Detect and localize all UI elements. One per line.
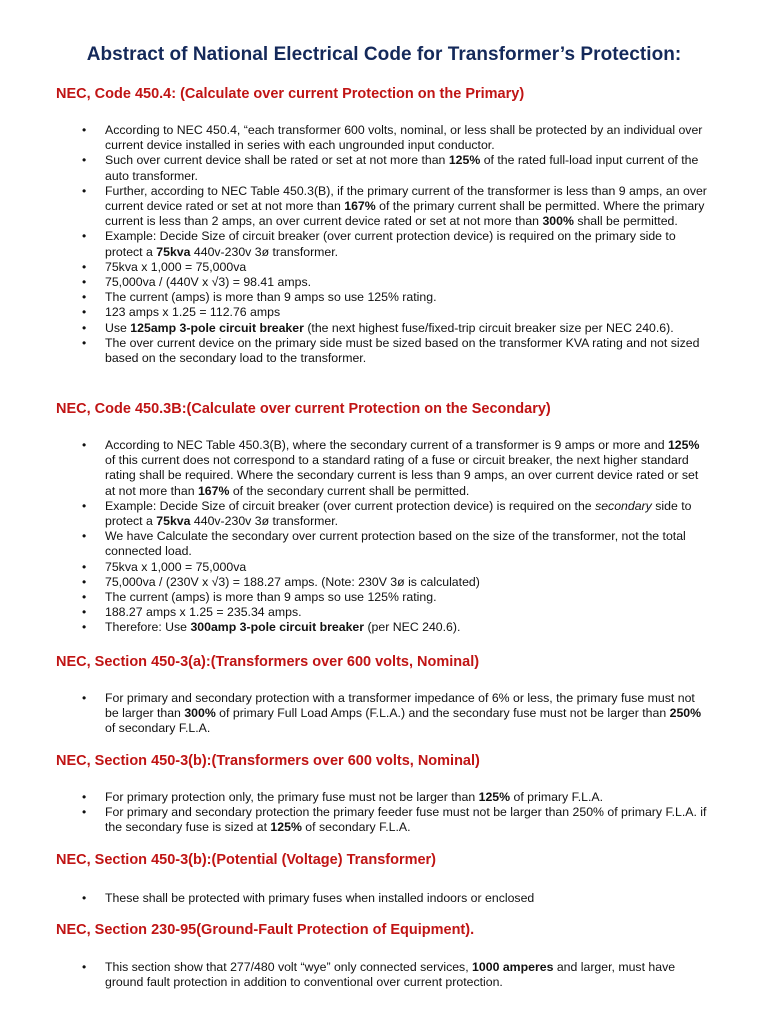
text-run: of this current does not correspond to a standard rating of a fuse or circuit breaker, the next higher standard rating shall be required. Where the secondary current is less than 9 amps, an over current device rated or set at not more than [105, 453, 699, 498]
bullet-icon: • [82, 153, 87, 168]
bold-text: 1000 amperes [472, 960, 554, 974]
text-run: 75,000va / (230V x √3) = 188.27 amps. (Note: 230V 3ø is calculated) [105, 574, 480, 589]
text-run: Such over current device shall be rated or set at not more than [105, 153, 449, 168]
bold-text: 300% [542, 214, 574, 229]
text-run: The over current device on the primary side must be sized based on the transformer KVA rating and not sized based on the secondary load to the transformer. [105, 335, 700, 366]
text-run: According to NEC Table 450.3(B), where the secondary current of a transformer is 9 amps or more and [105, 438, 668, 452]
text-run: of the rated full-load input current of the auto transformer. [105, 153, 699, 183]
bold-text: 125% [270, 820, 302, 835]
bold-text: 75kva [156, 514, 191, 529]
text-run: side to protect a [105, 498, 692, 529]
text-run: of secondary F.L.A. [105, 721, 211, 736]
text-run: Further, according to NEC Table 450.3(B), if the primary current of the transformer is less than 9 amps, an over current device rated or set at not more than [105, 183, 707, 214]
bullet-icon: • [82, 335, 87, 350]
text-run: shall be permitted. [573, 214, 678, 229]
bold-text: 167% [344, 199, 376, 214]
bullet-icon: • [82, 574, 87, 589]
bullet-icon: • [82, 275, 87, 290]
list-item [0, 691, 768, 737]
list-item [0, 891, 768, 906]
text-run: The current (amps) is more than 9 amps so use 125% rating. [105, 590, 437, 605]
text-run: The current (amps) is more than 9 amps so use 125% rating. [105, 290, 437, 305]
text-run: and larger, must have ground fault protection in addition to conventional over current protection. [105, 960, 676, 990]
bullet-list-450-3b-over-600v [0, 790, 768, 836]
bullet-icon: • [82, 498, 87, 513]
section-heading-450-3a-over-600v: NEC, Section 450-3(a):(Transformers over 600 volts, Nominal) [56, 654, 480, 670]
list-item [0, 275, 768, 290]
list-item [0, 260, 768, 275]
section-heading-450-3b-potential: NEC, Section 450-3(b):(Potential (Voltage) Transformer) [56, 852, 437, 868]
text-run: These shall be protected with primary fuses when installed indoors or enclosed [105, 891, 535, 905]
text-run: of the secondary current shall be permitted. [229, 483, 470, 498]
bullet-icon: • [82, 960, 87, 974]
text-run: Use [105, 320, 131, 335]
bullet-icon: • [82, 590, 87, 605]
bullet-list-450-3a-over-600v [0, 691, 768, 737]
text-run: of the primary current shall be permitted. Where the primary current is less than 2 amps, an over current device rated or set at not more than [105, 199, 705, 229]
text-run: (per NEC 240.6). [364, 620, 461, 635]
bullet-list-450-3b [0, 438, 768, 636]
bullet-list-450-3b-potential [0, 891, 768, 906]
list-item [0, 321, 768, 336]
list-item [0, 575, 768, 590]
bold-text: 300amp 3-pole circuit breaker [190, 620, 365, 635]
bullet-icon: • [82, 605, 87, 620]
bold-text: 167% [197, 483, 230, 498]
list-item [0, 805, 768, 835]
section-heading-450-3b-over-600v: NEC, Section 450-3(b):(Transformers over 600 volts, Nominal) [56, 753, 480, 769]
bullet-icon: • [82, 559, 87, 574]
list-item [0, 790, 768, 805]
bullet-icon: • [82, 529, 87, 544]
bullet-icon: • [82, 183, 87, 198]
bullet-icon: • [82, 259, 87, 274]
text-run: This section show that 277/480 volt “wye” only connected services, [105, 960, 473, 974]
section-heading-230-95: NEC, Section 230-95(Ground-Fault Protection of Equipment). [56, 922, 475, 938]
bullet-list-450-4 [0, 123, 768, 366]
list-item [0, 153, 768, 183]
list-item [0, 960, 768, 990]
list-item [0, 590, 768, 605]
text-run: 188.27 amps x 1.25 = 235.34 amps. [105, 605, 302, 620]
text-run: For primary protection only, the primary fuse must not be larger than [105, 790, 479, 804]
bold-text: 300% [184, 706, 216, 721]
italic-text: secondary [595, 498, 652, 513]
text-run: For primary and secondary protection with a transformer impedance of 6% or less, the primary fuse must not be larger than [105, 691, 695, 721]
text-run: of secondary F.L.A. [301, 820, 411, 835]
text-run: 75kva x 1,000 = 75,000va [105, 559, 247, 574]
bullet-icon: • [82, 438, 87, 452]
bullet-icon: • [82, 305, 87, 320]
text-run: According to NEC 450.4, “each transformer 600 volts, nominal, or less shall be protected by an individual over current device installed in series with each ungrounded input conductor. [105, 123, 703, 153]
bullet-icon: • [82, 790, 87, 804]
text-run: 75kva x 1,000 = 75,000va [105, 259, 247, 274]
bullet-icon: • [82, 320, 87, 335]
bullet-icon: • [82, 290, 87, 305]
bold-text: 125% [667, 438, 700, 452]
list-item [0, 229, 768, 259]
text-run: Therefore: Use [105, 620, 191, 635]
bold-text: 125% [448, 153, 481, 168]
list-item [0, 438, 768, 499]
list-item [0, 529, 768, 559]
section-heading-450-3b: NEC, Code 450.3B:(Calculate over current Protection on the Secondary) [56, 401, 551, 417]
list-item [0, 305, 768, 320]
text-run: (the next highest fuse/fixed-trip circuit breaker size per NEC 240.6). [303, 320, 674, 335]
text-run: of primary Full Load Amps (F.L.A.) and the secondary fuse must not be larger than [215, 706, 670, 721]
text-run: Example: Decide Size of circuit breaker (over current protection device) is required on the [105, 498, 596, 513]
list-item [0, 123, 768, 153]
bullet-icon: • [82, 620, 87, 635]
text-run: For primary and secondary protection the primary feeder fuse must not be larger than 250% of primary F.L.A. if the secondary fuse is sized at [105, 805, 707, 835]
bold-text: 125% [478, 790, 511, 804]
section-heading-450-4: NEC, Code 450.4: (Calculate over current Protection on the Primary) [56, 86, 525, 102]
text-run: of primary F.L.A. [510, 790, 604, 804]
bullet-icon: • [82, 229, 87, 244]
bullet-icon: • [82, 123, 87, 137]
list-item [0, 290, 768, 305]
bold-text: 75kva [156, 244, 191, 259]
bold-text: 250% [669, 706, 702, 721]
bullet-icon: • [82, 691, 87, 705]
list-item [0, 336, 768, 366]
list-item [0, 184, 768, 230]
text-run: Example: Decide Size of circuit breaker (over current protection device) is required on the primary side to protect a [105, 229, 676, 259]
text-run: 440v-230v 3ø transformer. [190, 514, 339, 529]
bullet-icon: • [82, 891, 87, 905]
list-item [0, 499, 768, 529]
list-item [0, 560, 768, 575]
text-run: 440v-230v 3ø transformer. [190, 244, 339, 259]
bullet-icon: • [82, 805, 87, 820]
text-run: We have Calculate the secondary over current protection based on the size of the transformer, not the total connected load. [105, 529, 686, 559]
list-item [0, 620, 768, 635]
text-run: 75,000va / (440V x √3) = 98.41 amps. [105, 275, 312, 290]
document-title: Abstract of National Electrical Code for Transformer’s Protection: [86, 44, 682, 65]
list-item [0, 605, 768, 620]
bold-text: 125amp 3-pole circuit breaker [130, 320, 304, 335]
text-run: 123 amps x 1.25 = 112.76 amps [105, 305, 281, 320]
bullet-list-230-95 [0, 960, 768, 990]
